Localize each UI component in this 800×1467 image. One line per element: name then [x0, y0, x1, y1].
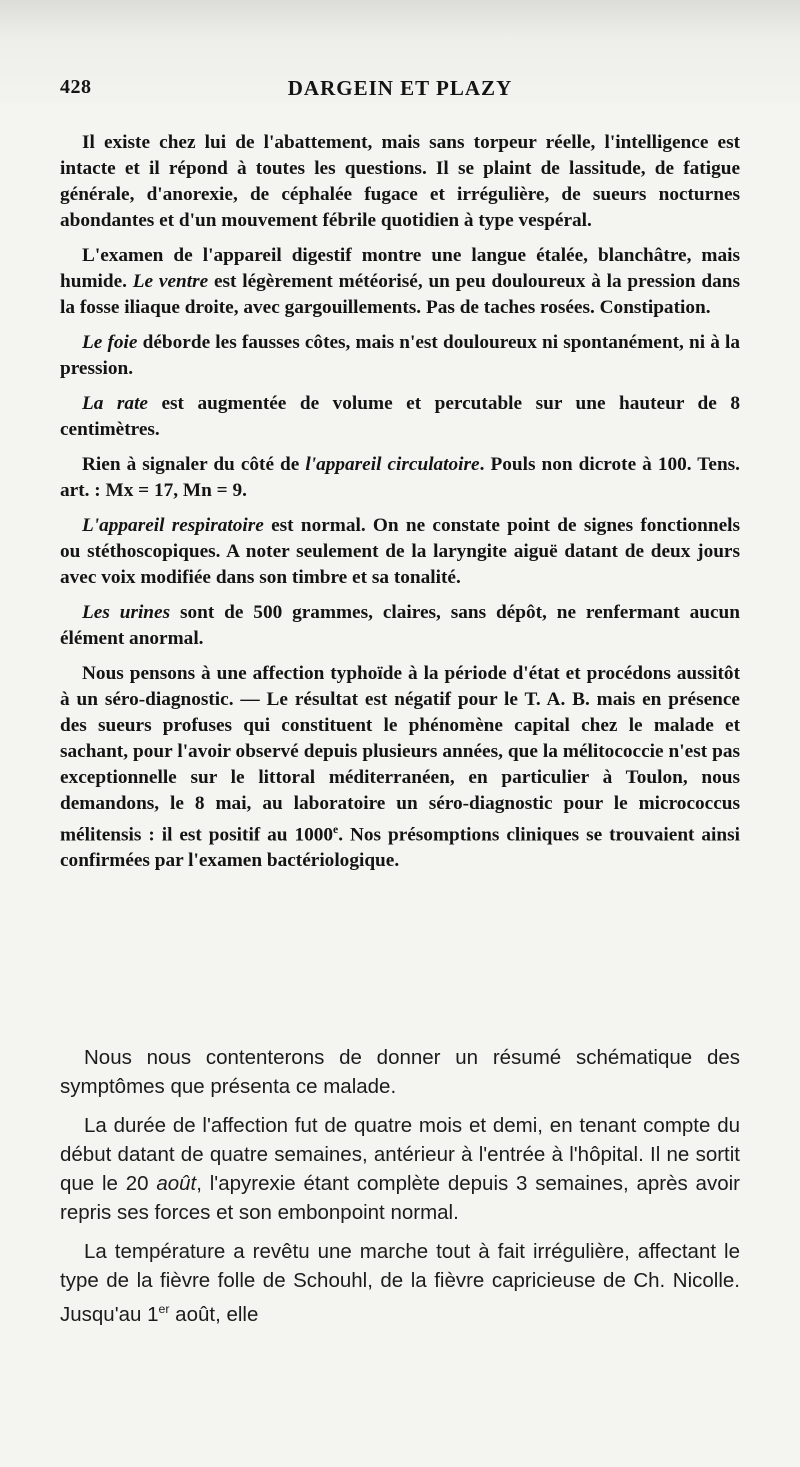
text-run: L'examen de l'appareil digestif montre une langue étalée, blanchâtre, mais humide. — [60, 245, 740, 292]
text-run: est augmentée de volume et percutable sur une hauteur de 8 centimètres. — [60, 393, 740, 440]
paragraph — [60, 513, 740, 591]
italic-term: L'appareil respiratoire — [82, 515, 264, 536]
text-run: La durée de l'affection fut de quatre mois et demi, en tenant compte du début datant de quatre semaines, antérieur à l'entrée à l'hôpital. Il ne sortit que le 20 — [60, 1114, 740, 1195]
italic-term: août — [156, 1172, 197, 1195]
text-run: Nous nous contenterons de donner un résumé schématique des symptômes que présenta ce malade. — [60, 1046, 740, 1098]
paragraph — [60, 661, 740, 874]
text-run: déborde les fausses côtes, mais n'est douloureux ni spontanément, ni à la pression. — [60, 332, 741, 379]
paragraph — [60, 1111, 740, 1227]
paragraph — [60, 1043, 740, 1101]
text-run: . Pouls non dicrote à 100. Tens. art. : Mx = 17, Mn = 9. — [60, 454, 740, 501]
running-head: DARGEIN ET PLAZY — [287, 76, 513, 100]
page-number: 428 — [60, 76, 92, 98]
summary-section — [60, 1043, 740, 1339]
page-header — [60, 76, 740, 116]
paragraph — [60, 452, 740, 504]
text-run: , l'apyrexie étant complète depuis 3 semaines, après avoir repris ses forces et son embonpoint normal. — [60, 1172, 740, 1224]
text-run: Il existe chez lui de l'abattement, mais sans torpeur réelle, l'intelligence est intacte et il répond à toutes les questions. Il se plaint de lassitude, de fatigue générale, d'anorexie, de céphalée fugace et irrégulière, de sueurs nocturnes abondantes et d'un mouvement fébrile quotidien à type vespéral. — [60, 132, 740, 231]
paragraph — [60, 243, 740, 321]
italic-term: La rate — [82, 393, 148, 414]
text-run: sont de 500 grammes, claires, sans dépôt, ne renfermant aucun élément anormal. — [60, 602, 740, 649]
paragraph — [60, 330, 740, 382]
text-run: Rien à signaler du côté de — [82, 454, 306, 475]
paragraph — [60, 1237, 740, 1329]
italic-term: Le foie — [82, 332, 138, 353]
superscript: e — [333, 823, 339, 836]
case-report-section — [60, 130, 740, 883]
text-run: est légèrement météorisé, un peu douloureux à la pression dans la fosse iliaque droite, avec gargouillements. Pas de taches rosées. Constipation. — [60, 271, 740, 318]
paragraph — [60, 600, 740, 652]
text-run: . Nos présomptions cliniques se trouvaient ainsi confirmées par l'examen bactériologique. — [60, 824, 740, 872]
italic-term: Le ventre — [132, 271, 209, 292]
paragraph — [60, 130, 740, 234]
text-run: La température a revêtu une marche tout à fait irrégulière, affectant le type de la fièvre folle de Schouhl, de la fièvre capricieuse de Ch. Nicolle. Jusqu'au 1 — [60, 1240, 740, 1326]
text-run: est normal. On ne constate point de signes fonctionnels ou stéthoscopiques. A noter seulement de la laryngite aiguë datant de deux jours avec voix modifiée dans son timbre et sa tonalité. — [60, 515, 740, 588]
text-run: août, elle — [169, 1302, 259, 1326]
italic-term: Les urines — [82, 602, 171, 623]
paragraph — [60, 391, 740, 443]
text-run: Nous pensons à une affection typhoïde à la période d'état et procédons aussitôt à un séro-diagnostic. — Le résultat est négatif pour le T. A. B. mais en présence des sueurs profuses qui constituent le phénomène capital chez le malade et sachant, pour l'avoir observé depuis plusieurs années, que la mélitococcie n'est pas exceptionnelle sur le littoral méditerranéen, en particulier à Toulon, nous demandons, le 8 mai, au laboratoire un séro-diagnostic pour le micrococcus mélitensis : il est positif au 1000 — [60, 663, 740, 846]
superscript: er — [158, 1302, 170, 1316]
italic-term: l'appareil circulatoire — [305, 454, 480, 475]
